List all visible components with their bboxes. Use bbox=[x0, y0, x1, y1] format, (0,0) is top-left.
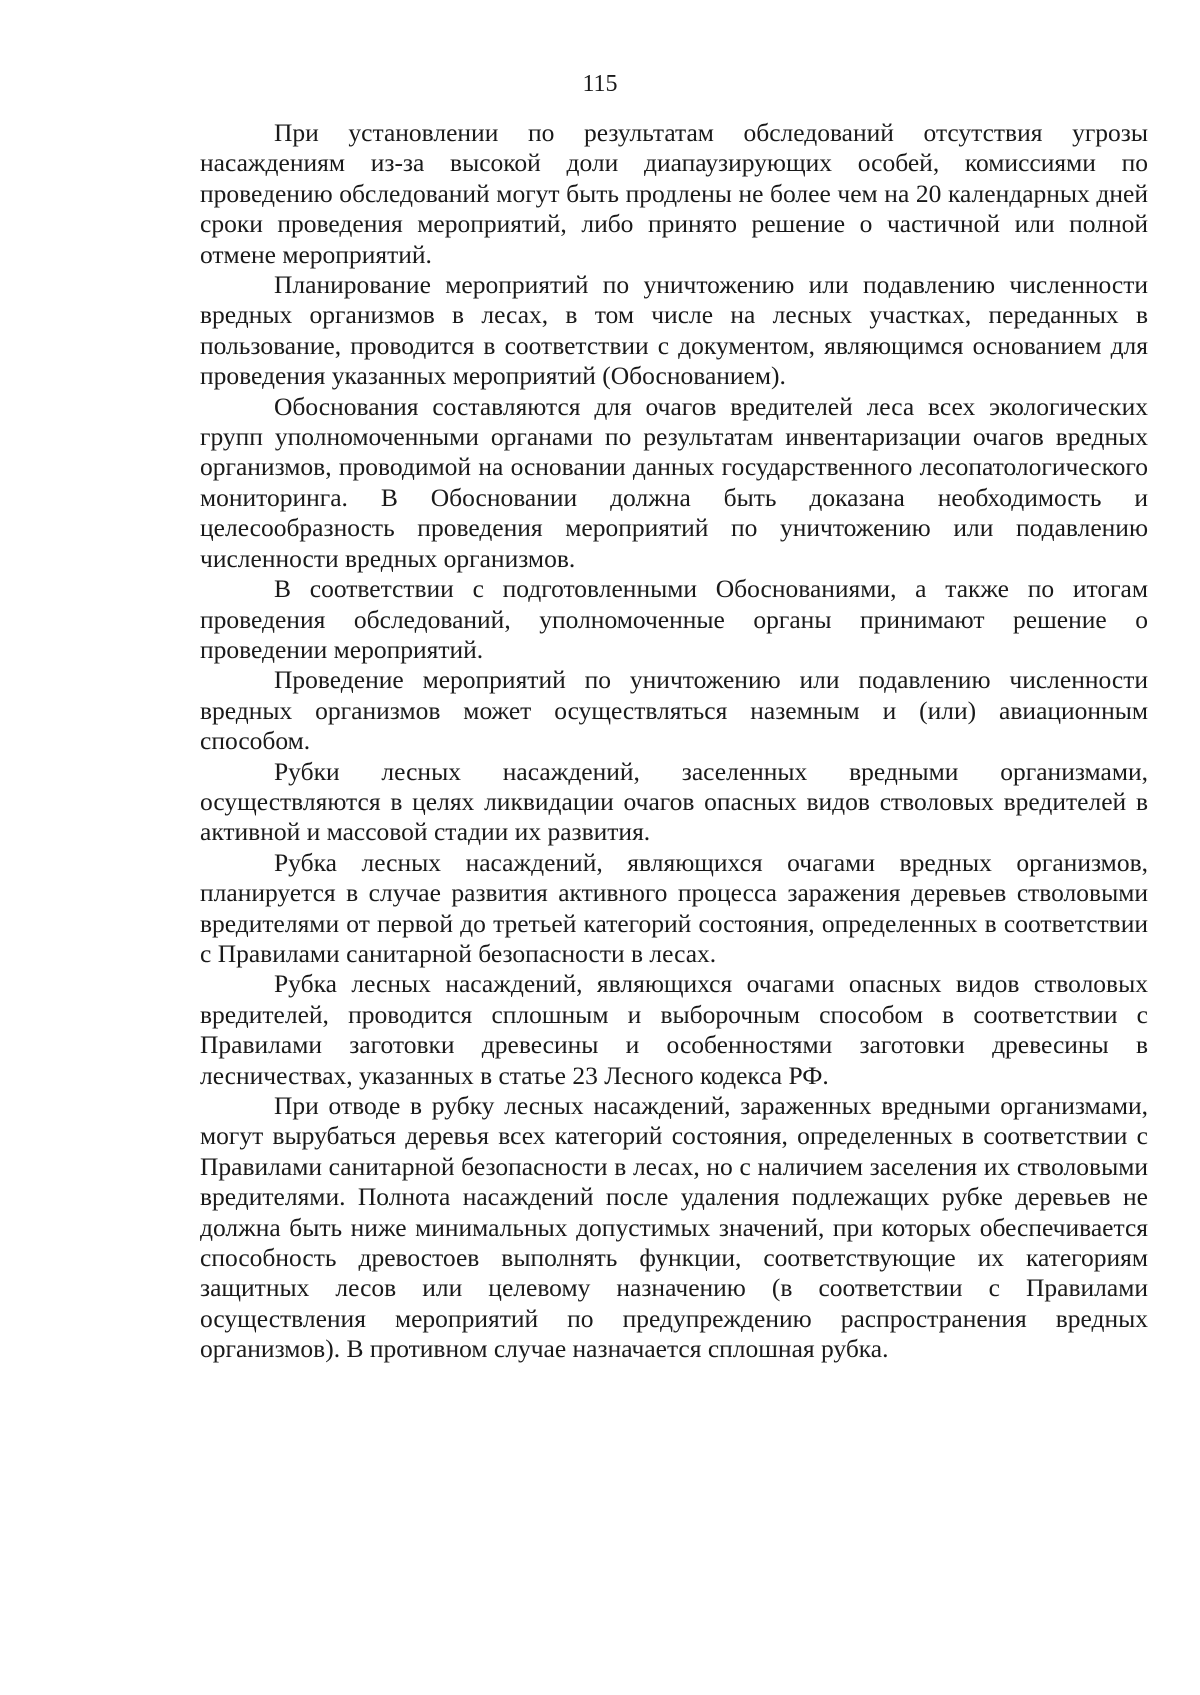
document-body bbox=[200, 118, 1148, 1365]
paragraph-8: Рубка лесных насаждений, являющихся очагами опасных видов стволовых вредителей, проводится сплошным и выборочным способом в соответствии с Правилами заготовки древесины и особенностями заготовки древесины в лесничествах, указанных в статье 23 Лесного кодекса РФ. bbox=[200, 969, 1148, 1090]
paragraph-7: Рубка лесных насаждений, являющихся очагами вредных организмов, планируется в случае развития активного процесса заражения деревьев стволовыми вредителями от первой до третьей категорий состояния, определенных в соответствии с Правилами санитарной безопасности в лесах. bbox=[200, 847, 1148, 968]
page-number: 115 bbox=[582, 71, 618, 97]
paragraph-1: При установлении по результатам обследований отсутствия угрозы насаждениям из-за высокой доли диапаузирующих особей, комиссиями по проведению обследований могут быть продлены не более чем на 20 календарных дней сроки проведения мероприятий, либо принято решение о частичной или полной отмене мероприятий. bbox=[200, 118, 1148, 269]
paragraph-5: Проведение мероприятий по уничтожению или подавлению численности вредных организмов может осуществляться наземным и (или) авиационным способом. bbox=[200, 665, 1148, 756]
paragraph-2: Планирование мероприятий по уничтожению или подавлению численности вредных организмов в лесах, в том числе на лесных участках, переданных в пользование, проводится в соответствии с документом, являющимся основанием для проведения указанных мероприятий (Обоснованием). bbox=[200, 270, 1148, 391]
paragraph-3: Обоснования составляются для очагов вредителей леса всех экологических групп уполномоченными органами по результатам инвентаризации очагов вредных организмов, проводимой на основании данных государственного лесопатологического мониторинга. В Обосновании должна быть доказана необходимость и целесообразность проведения мероприятий по уничтожению или подавлению численности вредных организмов. bbox=[200, 391, 1148, 573]
paragraph-6: Рубки лесных насаждений, заселенных вредными организмами, осуществляются в целях ликвидации очагов опасных видов стволовых вредителей в активной и массовой стадии их развития. bbox=[200, 756, 1148, 847]
paragraph-4: В соответствии с подготовленными Обоснованиями, а также по итогам проведения обследований, уполномоченные органы принимают решение о проведении мероприятий. bbox=[200, 574, 1148, 664]
paragraph-9: При отводе в рубку лесных насаждений, зараженных вредными организмами, могут вырубаться деревья всех категорий состояния, определенных в соответствии с Правилами санитарной безопасности в лесах, но с наличием заселения их стволовыми вредителями. Полнота насаждений после удаления подлежащих рубке деревьев не должна быть ниже минимальных допустимых значений, при которых обеспечивается способность древостоев выполнять функции, соответствующие их категориям защитных лесов или целевому назначению (в соответствии с Правилами осуществления мероприятий по предупреждению распространения вредных организмов). В противном случае назначается сплошная рубка. bbox=[200, 1091, 1148, 1364]
